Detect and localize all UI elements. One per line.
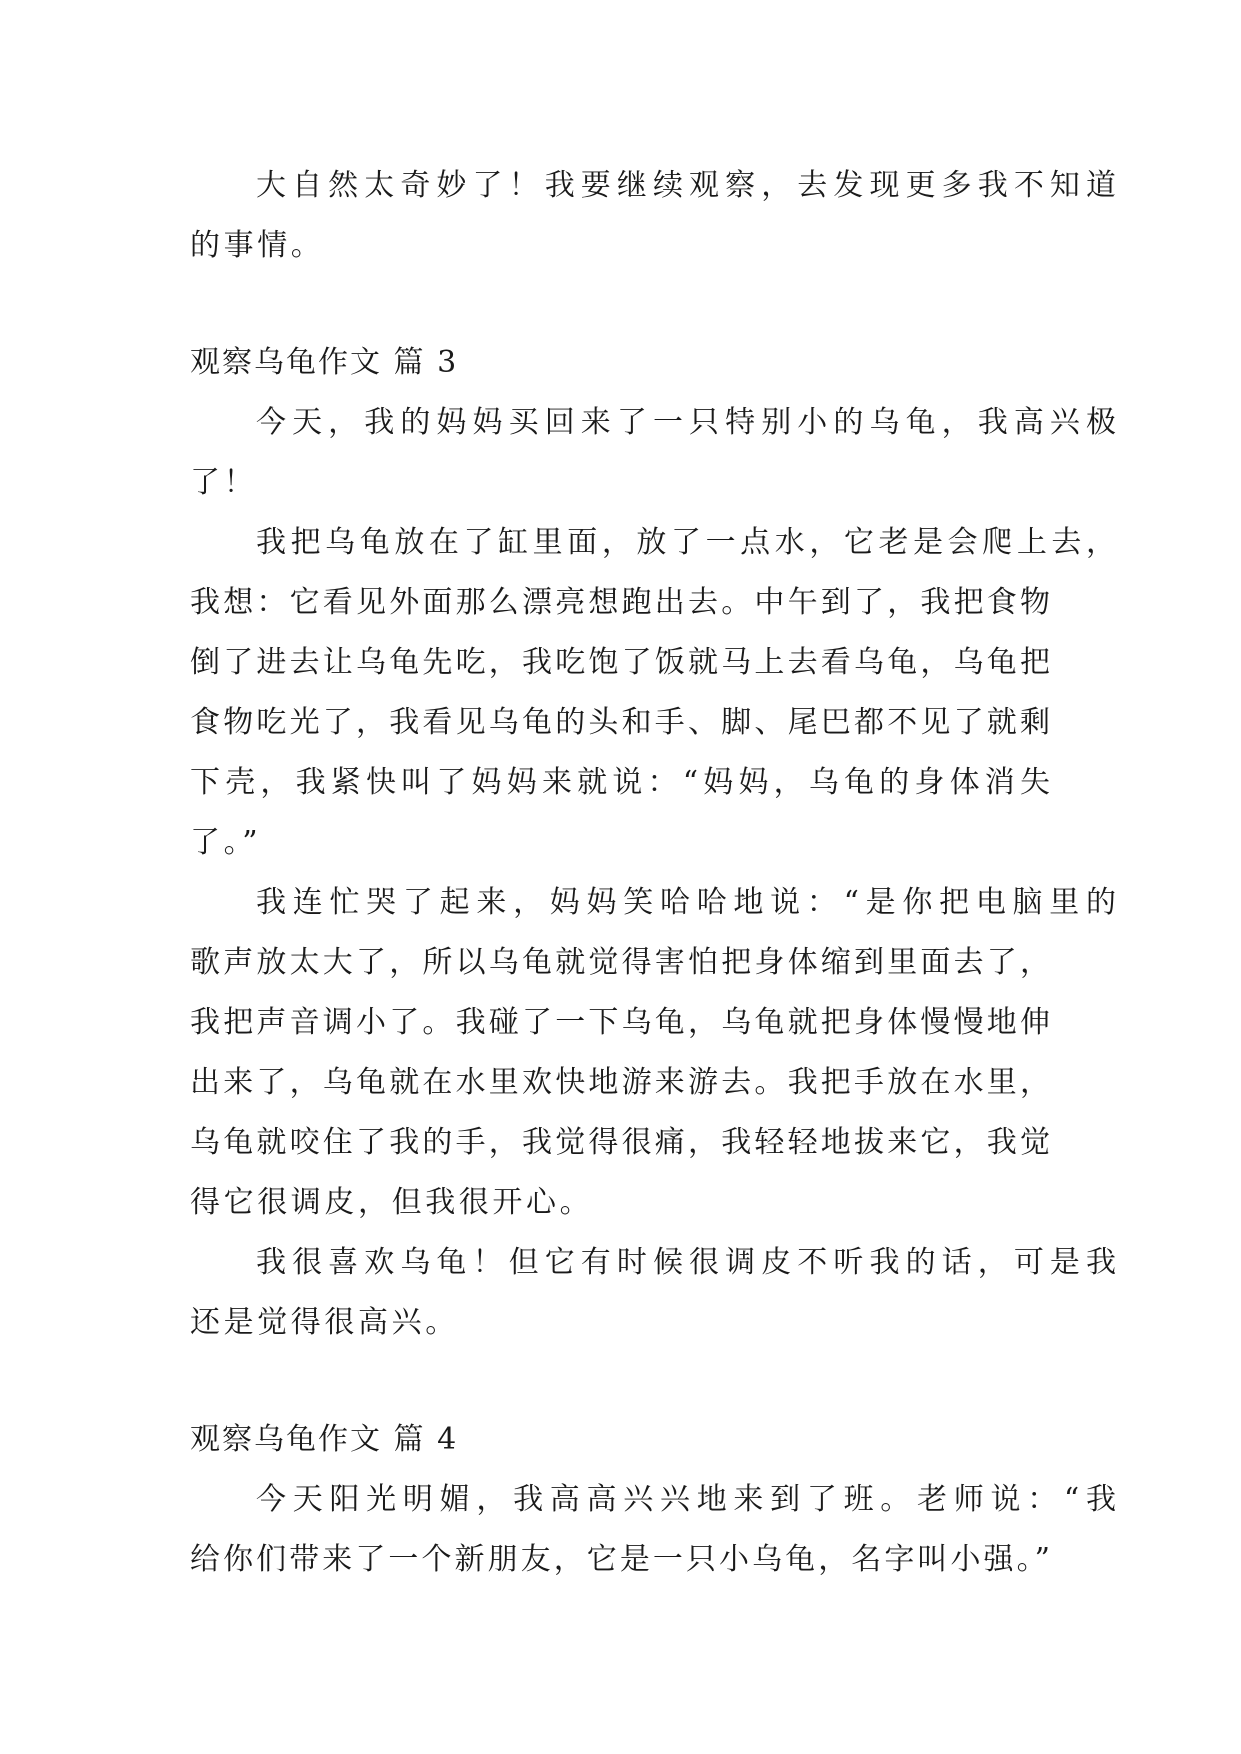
- paragraph-line: 我很喜欢乌龟！但它有时候很调皮不听我的话，可是我: [256, 1245, 1116, 1280]
- paragraph-line: 歌声放太大了，所以乌龟就觉得害怕把身体缩到里面去了，: [190, 945, 1050, 980]
- paragraph-line: 给你们带来了一个新朋友，它是一只小乌龟，名字叫小强。”: [190, 1542, 1050, 1577]
- paragraph-line: 的事情。: [190, 228, 325, 263]
- paragraph-line: 大自然太奇妙了！我要继续观察，去发现更多我不知道: [256, 168, 1116, 203]
- paragraph-line: 今天阳光明媚，我高高兴兴地来到了班。老师说：“我: [256, 1482, 1116, 1517]
- section-heading: 观察乌龟作文 篇 4: [190, 1422, 459, 1457]
- paragraph-line: 乌龟就咬住了我的手，我觉得很痛，我轻轻地拔来它，我觉: [190, 1125, 1050, 1160]
- paragraph-line: 我想：它看见外面那么漂亮想跑出去。中午到了，我把食物: [190, 585, 1050, 620]
- paragraph-line: 还是觉得很高兴。: [190, 1305, 459, 1340]
- paragraph-line: 了。”: [190, 825, 262, 860]
- paragraph-line: 倒了进去让乌龟先吃，我吃饱了饭就马上去看乌龟，乌龟把: [190, 645, 1050, 680]
- paragraph-line: 今天，我的妈妈买回来了一只特别小的乌龟，我高兴极: [256, 405, 1116, 440]
- paragraph-line: 得它很调皮，但我很开心。: [190, 1185, 594, 1220]
- paragraph-line: 我把声音调小了。我碰了一下乌龟，乌龟就把身体慢慢地伸: [190, 1005, 1050, 1040]
- paragraph-line: 我把乌龟放在了缸里面，放了一点水，它老是会爬上去，: [256, 525, 1116, 560]
- paragraph-line: 了！: [190, 465, 258, 500]
- paragraph-line: 我连忙哭了起来，妈妈笑哈哈地说：“是你把电脑里的: [256, 885, 1116, 920]
- section-heading: 观察乌龟作文 篇 3: [190, 345, 459, 380]
- paragraph-line: 食物吃光了，我看见乌龟的头和手、脚、尾巴都不见了就剩: [190, 705, 1050, 740]
- paragraph-line: 下壳，我紧快叫了妈妈来就说：“妈妈，乌龟的身体消失: [190, 765, 1050, 800]
- paragraph-line: 出来了，乌龟就在水里欢快地游来游去。我把手放在水里，: [190, 1065, 1050, 1100]
